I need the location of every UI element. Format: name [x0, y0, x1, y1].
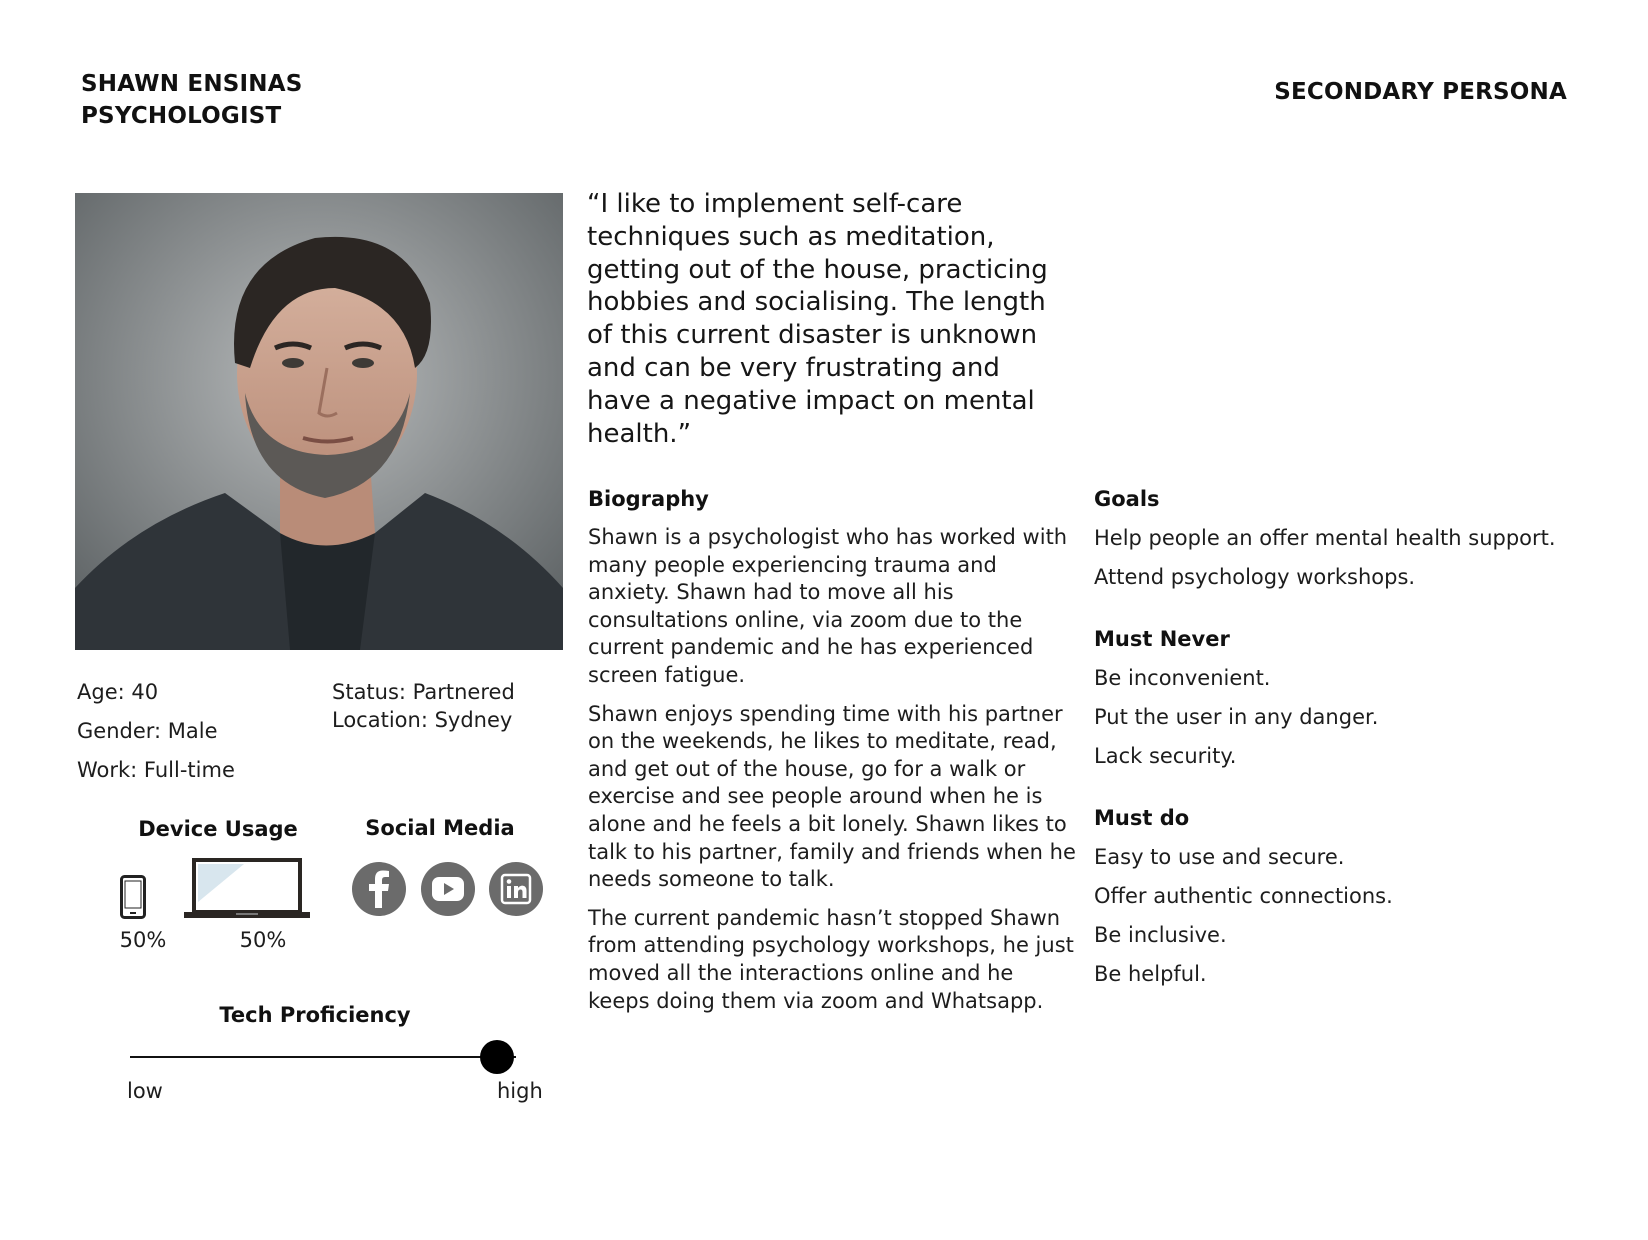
proficiency-low-label: low: [127, 1079, 163, 1103]
persona-photo: [75, 193, 563, 650]
laptop-icon: [184, 858, 310, 920]
persona-quote: “I like to implement self-care techniques such as meditation, getting out of the house, practicing hobbies and socialising. The length of this current disaster is unknown and can be very frustrating and have a negative impact on mental health.”: [587, 189, 1048, 449]
goals-column: [1094, 484, 1614, 1021]
goal-item: Attend psychology workshops.: [1094, 565, 1416, 589]
age-value: Age: 40: [77, 680, 159, 704]
persona-type: SECONDARY PERSONA: [1274, 79, 1567, 105]
must-never-item: Put the user in any danger.: [1094, 705, 1379, 729]
location-value: Location: Sydney: [332, 708, 513, 732]
biography-text: [588, 524, 1080, 1026]
linkedin-icon: [489, 862, 543, 916]
biography-title: Biography: [588, 487, 709, 511]
must-do-item: Be inclusive.: [1094, 923, 1227, 947]
smartphone-icon: [120, 875, 146, 919]
status-value: Status: Partnered: [332, 680, 515, 704]
facebook-icon: [352, 862, 406, 916]
must-never-item: Lack security.: [1094, 744, 1237, 768]
goals-title: Goals: [1094, 487, 1160, 511]
must-do-item: Easy to use and secure.: [1094, 845, 1345, 869]
demographics-right: [332, 678, 515, 734]
laptop-usage-percent: 50%: [239, 928, 287, 952]
gender-value: Gender: Male: [77, 719, 218, 743]
persona-role: PSYCHOLOGIST: [81, 103, 282, 129]
phone-usage-percent: 50%: [119, 928, 167, 952]
goals-section: [1094, 484, 1614, 592]
device-usage-title: Device Usage: [138, 817, 298, 841]
work-value: Work: Full-time: [77, 758, 235, 782]
biography-paragraph: Shawn enjoys spending time with his partner on the weekends, he likes to meditate, read, and get out of the house, go for a walk or exercise and see people around when he is alone and he feels a bit lonely. Shawn likes to talk to his partner, family and friends when he needs someone to talk.: [588, 701, 1076, 892]
must-do-title: Must do: [1094, 806, 1190, 830]
social-media-title: Social Media: [365, 816, 515, 840]
must-never-section: [1094, 624, 1614, 771]
biography-paragraph: Shawn is a psychologist who has worked with many people experiencing trauma and anxiety. Shawn had to move all his consultations online, via zoom due to the current pandemic and he has experienced screen fatigue.: [588, 525, 1068, 687]
must-never-title: Must Never: [1094, 627, 1230, 651]
proficiency-indicator: [480, 1040, 514, 1074]
proficiency-high-label: high: [497, 1079, 543, 1103]
demographics-left: [77, 678, 235, 795]
must-do-item: Be helpful.: [1094, 962, 1207, 986]
persona-name: SHAWN ENSINAS: [81, 71, 303, 97]
tech-proficiency-title: Tech Proficiency: [219, 1003, 411, 1027]
biography-paragraph: The current pandemic hasn’t stopped Shawn from attending psychology workshops, he just moved all the interactions online and he keeps doing them via zoom and Whatsapp.: [588, 905, 1074, 1013]
youtube-icon: [421, 862, 475, 916]
goal-item: Help people an offer mental health support.: [1094, 526, 1556, 550]
must-do-item: Offer authentic connections.: [1094, 884, 1393, 908]
must-do-section: [1094, 803, 1614, 989]
persona-header: [81, 68, 303, 132]
must-never-item: Be inconvenient.: [1094, 666, 1271, 690]
proficiency-track: [130, 1056, 516, 1058]
